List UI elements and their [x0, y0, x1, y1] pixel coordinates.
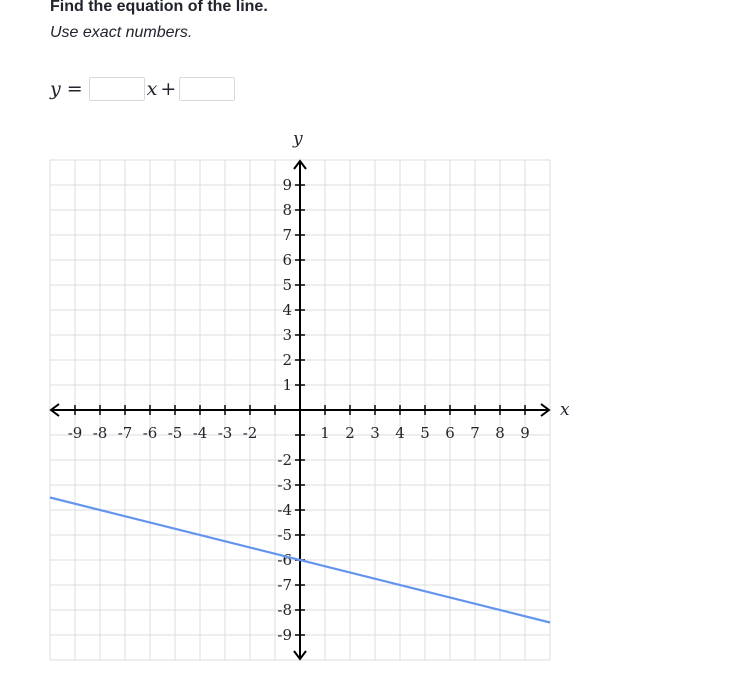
y-tick-label: 2 — [282, 351, 292, 369]
x-tick-label: 9 — [520, 424, 530, 442]
equation-equals: = — [66, 78, 83, 100]
y-tick-label: 6 — [282, 251, 292, 269]
y-tick-label: -2 — [277, 451, 292, 469]
x-tick-label: 6 — [445, 424, 455, 442]
x-tick-label: 7 — [470, 424, 480, 442]
y-tick-label: -6 — [277, 551, 292, 569]
x-tick-label: -5 — [167, 424, 183, 442]
x-tick-label: 8 — [495, 424, 505, 442]
x-tick-label: -2 — [242, 424, 258, 442]
y-tick-label: 5 — [282, 276, 292, 294]
x-tick-label: -8 — [92, 424, 108, 442]
x-tick-label: -9 — [67, 424, 83, 442]
y-tick-label: 1 — [282, 376, 292, 394]
x-tick-label: 5 — [420, 424, 430, 442]
y-axis-label: y — [293, 129, 303, 149]
equation-plus: + — [160, 78, 177, 100]
x-tick-label: -6 — [142, 424, 158, 442]
y-tick-label: -5 — [277, 526, 292, 544]
y-tick-label: 9 — [282, 176, 292, 194]
y-tick-label: 8 — [282, 201, 292, 219]
equation-x-term: x — [146, 78, 158, 100]
y-tick-label: -4 — [277, 501, 292, 519]
question-instruction: Use exact numbers. — [50, 24, 193, 41]
x-axis-label: x — [560, 400, 570, 420]
question-title: Find the equation of the line. — [50, 0, 268, 15]
y-tick-label: -7 — [277, 576, 292, 594]
y-tick-label: -3 — [277, 476, 292, 494]
x-tick-label: -3 — [217, 424, 233, 442]
x-tick-label: 1 — [320, 424, 330, 442]
x-tick-label: 4 — [395, 424, 405, 442]
y-tick-label: -9 — [277, 626, 292, 644]
y-tick-label: 3 — [282, 326, 292, 344]
y-tick-label: -8 — [277, 601, 292, 619]
y-tick-label: 7 — [282, 226, 292, 244]
x-tick-label: -4 — [192, 424, 208, 442]
equation-lhs: y — [50, 78, 61, 100]
x-tick-label: -7 — [117, 424, 133, 442]
y-tick-label: 4 — [282, 301, 292, 319]
x-tick-label: 2 — [345, 424, 355, 442]
x-tick-label: 3 — [370, 424, 380, 442]
